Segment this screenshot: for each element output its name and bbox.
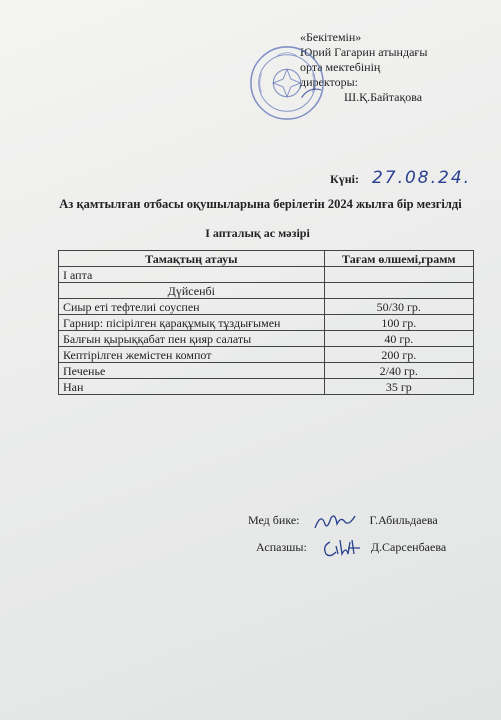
dish-name: Кептірілген жемістен компот xyxy=(59,347,325,363)
dish-name: Нан xyxy=(59,379,325,395)
approval-line-2: Юрий Гагарин атындағы xyxy=(300,45,428,59)
table-row xyxy=(59,315,474,331)
week-row xyxy=(59,267,474,283)
header-portion: Тағам өлшемі,грамм xyxy=(324,251,473,267)
dish-portion: 200 гр. xyxy=(324,347,473,363)
date-row xyxy=(330,168,471,188)
dish-name: Балғын қырыққабат пен қияр салаты xyxy=(59,331,325,347)
cook-name: Д.Сарсенбаева xyxy=(370,539,447,554)
dish-portion: 35 гр xyxy=(324,379,473,395)
nurse-signature-icon xyxy=(313,510,357,532)
nurse-label: Мед бике: xyxy=(248,512,300,527)
nurse-name: Г.Абильдаева xyxy=(369,512,438,527)
school-seal-icon xyxy=(248,44,326,122)
table-row xyxy=(59,299,474,315)
dish-name: Печенье xyxy=(59,363,325,379)
dish-portion: 100 гр. xyxy=(324,315,473,331)
table-row xyxy=(59,363,474,379)
dish-portion: 2/40 гр. xyxy=(324,363,473,379)
nurse-signature-row xyxy=(248,510,438,532)
date-label: Күні: xyxy=(330,172,359,186)
table-row xyxy=(59,379,474,395)
dish-name: Сиыр еті тефтелиі соуспен xyxy=(59,299,325,315)
date-handwritten: 27.08.24. xyxy=(371,168,472,188)
document-title: Аз қамтылған отбасы оқушыларына берілетін 2024 жылға бір мезгілді xyxy=(59,197,462,211)
header-dish-name: Тамақтың атауы xyxy=(59,251,325,267)
day-row xyxy=(59,283,474,299)
table-row xyxy=(59,347,474,363)
director-name: Ш.Қ.Байтақова xyxy=(344,90,423,104)
table-row xyxy=(59,331,474,347)
document-subtitle: I апталық ас мәзірі xyxy=(205,226,310,240)
approval-line-1: «Бекітемін» xyxy=(300,30,362,44)
cook-label: Аспазшы: xyxy=(256,539,307,554)
approval-line-4: директоры: xyxy=(300,75,359,89)
table-header-row xyxy=(59,251,474,267)
cook-signature-icon xyxy=(320,536,364,560)
menu-table xyxy=(58,250,474,395)
dish-portion: 40 гр. xyxy=(324,331,473,347)
day-label: Дүйсенбі xyxy=(59,283,325,299)
dish-name: Гарнир: пісірілген қарақұмық тұздығымен xyxy=(59,315,325,331)
dish-portion: 50/30 гр. xyxy=(324,299,473,315)
approval-line-3: орта мектебінің xyxy=(300,60,381,74)
cook-signature-row xyxy=(256,536,446,560)
week-label: I апта xyxy=(59,267,325,283)
